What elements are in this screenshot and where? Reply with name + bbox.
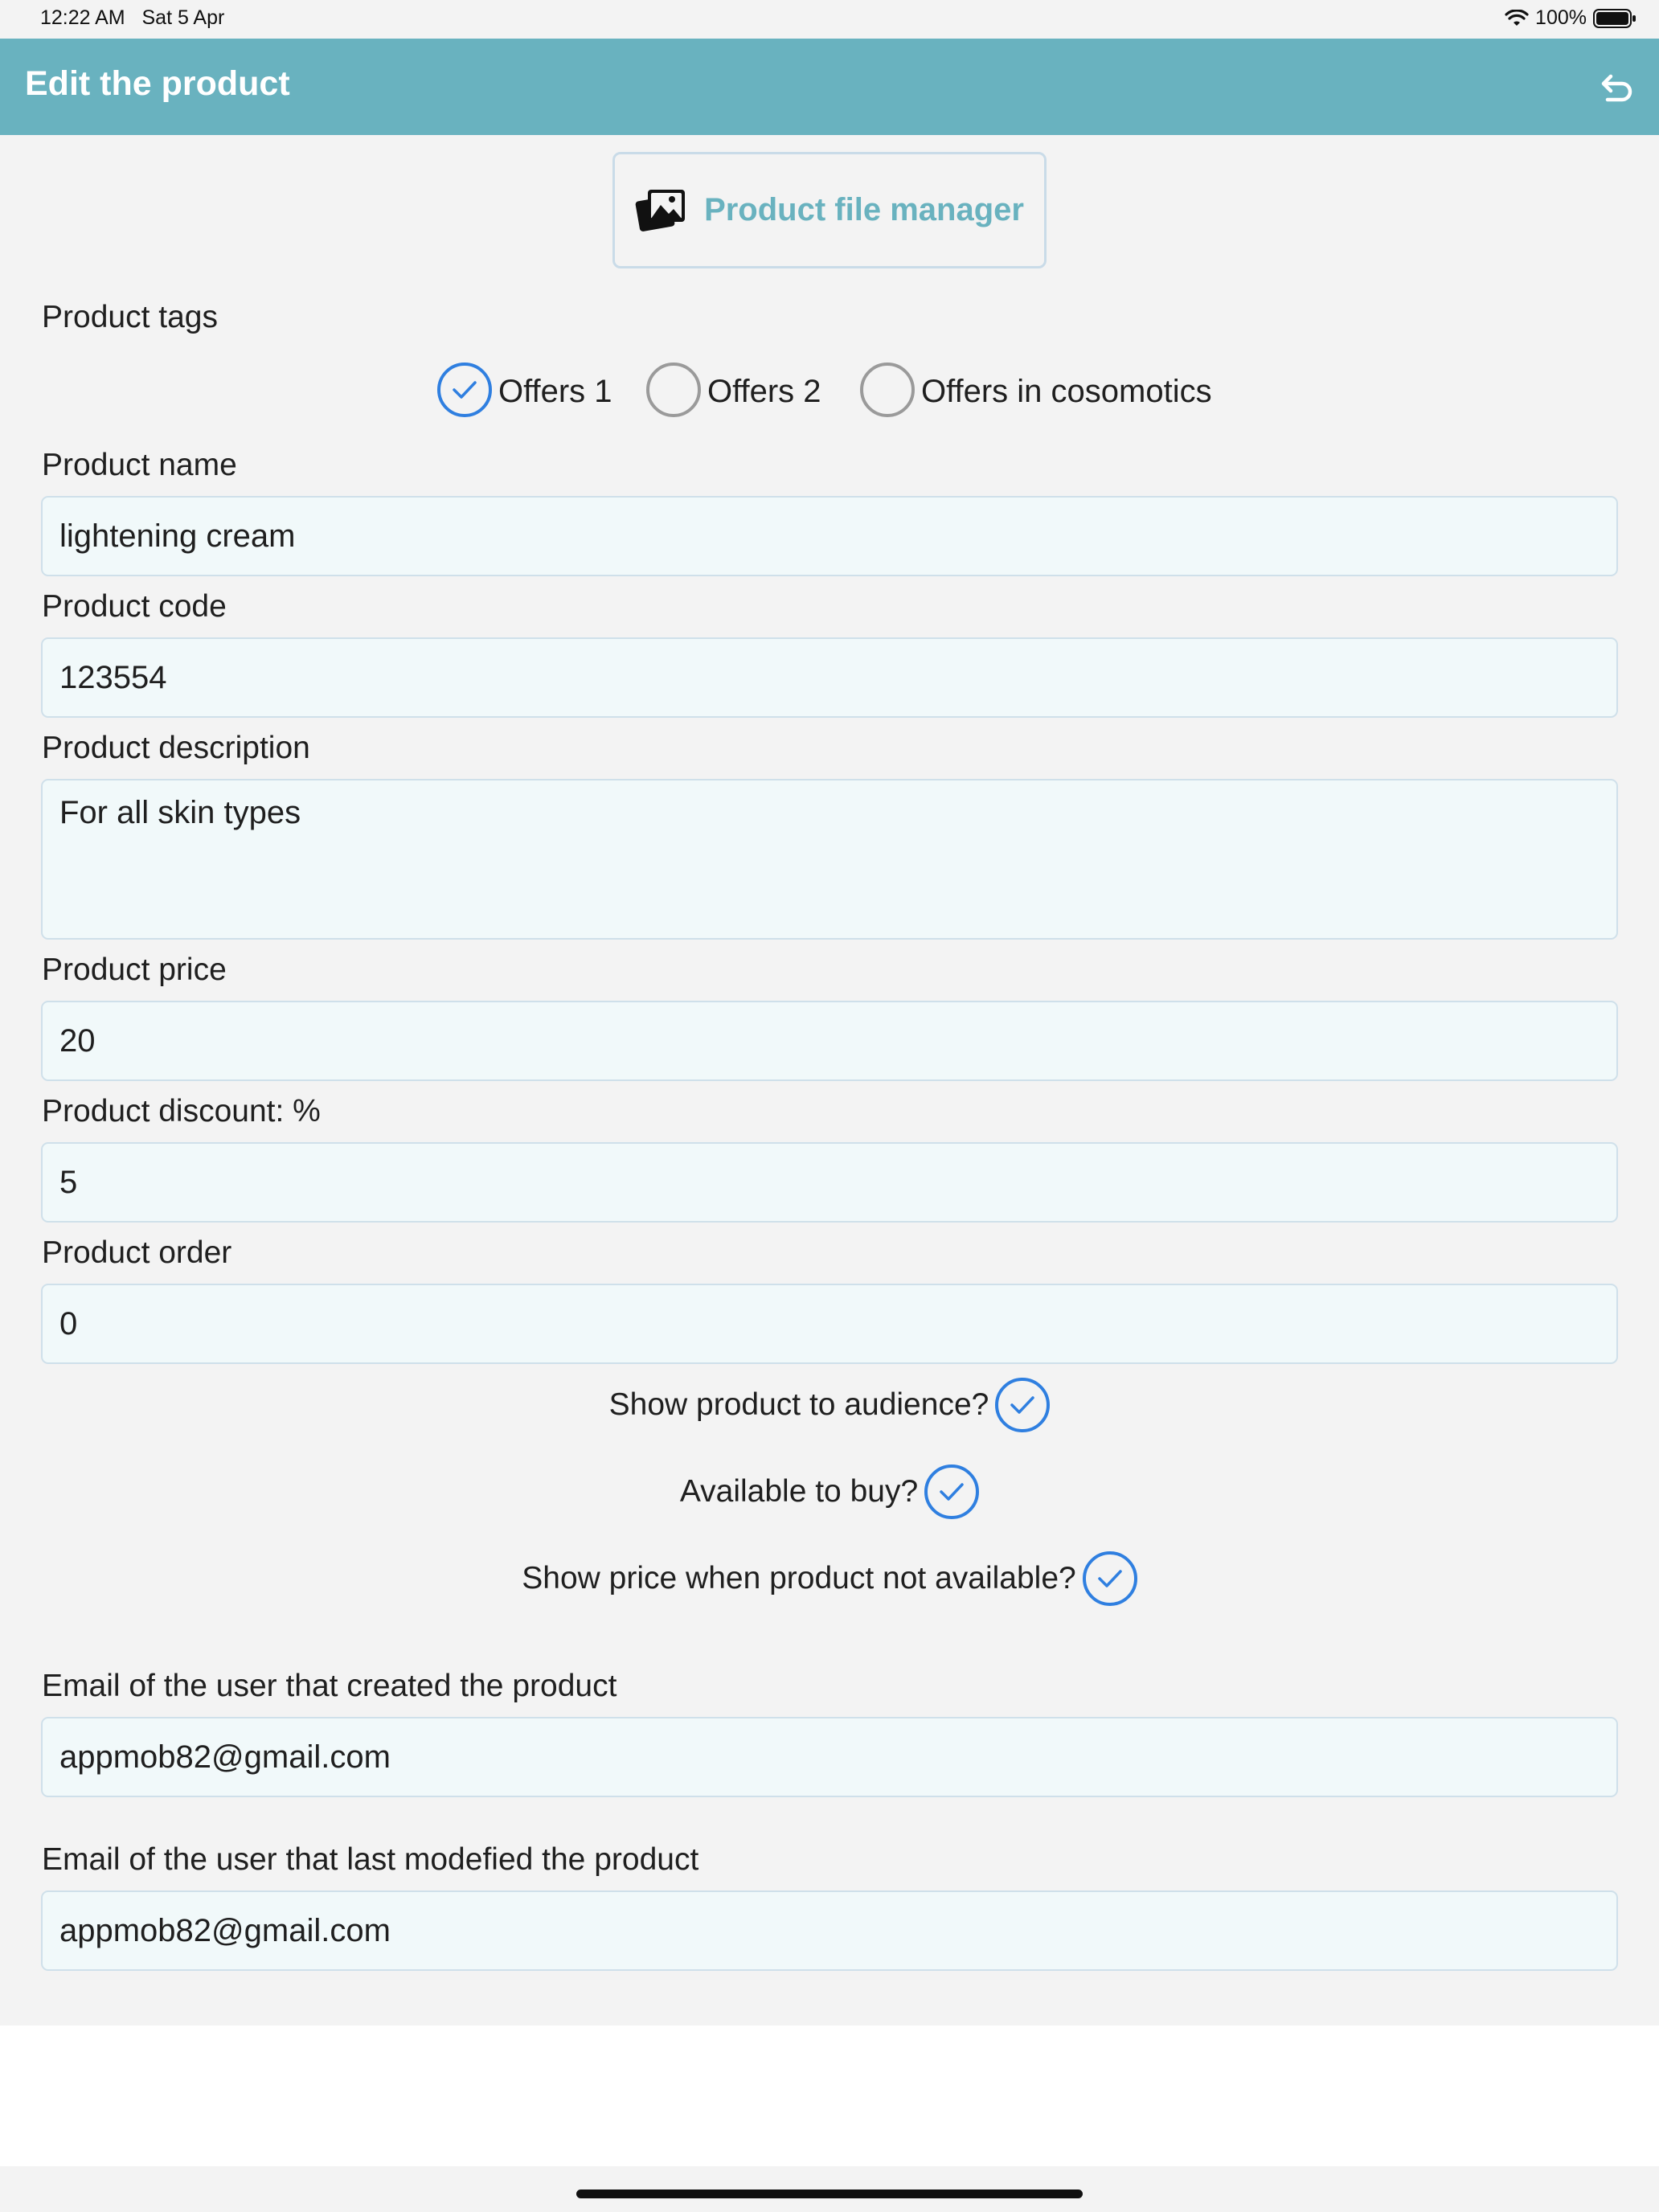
product-file-manager-button[interactable] <box>612 152 1047 268</box>
checkmark-icon <box>1009 1395 1036 1415</box>
show-price-unavailable-checkbox[interactable] <box>1083 1551 1137 1606</box>
show-price-unavailable-label: Show price when product not available? <box>522 1561 1076 1596</box>
show-to-audience-checkbox[interactable] <box>995 1378 1050 1432</box>
tag-checkbox-offers-in-cosomotics[interactable] <box>860 363 915 417</box>
undo-button[interactable] <box>1598 69 1638 109</box>
toggle-row-show-to-audience <box>0 1378 1659 1432</box>
product-description-label: Product description <box>42 731 310 765</box>
page-title: Edit the product <box>25 64 290 103</box>
images-icon <box>635 187 688 234</box>
product-description-textarea[interactable]: For all skin types <box>41 779 1618 940</box>
toggle-row-show-price-unavailable <box>0 1551 1659 1606</box>
product-order-label: Product order <box>42 1235 232 1270</box>
battery-percent: 100% <box>1535 6 1587 29</box>
created-by-label: Email of the user that created the product <box>42 1669 617 1703</box>
product-name-input[interactable]: lightening cream <box>41 496 1618 576</box>
product-tags-label: Product tags <box>42 300 218 334</box>
modified-by-input[interactable]: appmob82@gmail.com <box>41 1890 1618 1971</box>
product-code-input[interactable]: 123554 <box>41 637 1618 718</box>
checkmark-icon <box>451 379 478 400</box>
modified-by-label: Email of the user that last modefied the product <box>42 1842 699 1877</box>
available-to-buy-label: Available to buy? <box>679 1474 919 1509</box>
product-order-input[interactable]: 0 <box>41 1284 1618 1364</box>
checkmark-icon <box>1096 1568 1124 1589</box>
product-discount-input[interactable]: 5 <box>41 1142 1618 1223</box>
product-discount-label: Product discount: % <box>42 1094 321 1129</box>
undo-icon <box>1598 69 1638 109</box>
toggle-row-available-to-buy <box>0 1464 1659 1519</box>
tag-label-offers-in-cosomotics: Offers in cosomotics <box>921 374 1212 409</box>
tag-checkbox-offers-2[interactable] <box>646 363 701 417</box>
file-manager-label: Product file manager <box>704 192 1024 227</box>
home-indicator[interactable] <box>576 2189 1083 2198</box>
product-code-label: Product code <box>42 589 227 624</box>
product-price-input[interactable]: 20 <box>41 1001 1618 1081</box>
tag-label-offers-1: Offers 1 <box>498 374 612 409</box>
battery-icon <box>1593 8 1636 29</box>
show-to-audience-label: Show product to audience? <box>608 1387 989 1422</box>
tag-checkbox-offers-1[interactable] <box>437 363 492 417</box>
created-by-input[interactable]: appmob82@gmail.com <box>41 1717 1618 1797</box>
tag-label-offers-2: Offers 2 <box>707 374 821 409</box>
product-price-label: Product price <box>42 952 227 987</box>
bottom-panel <box>0 2026 1659 2166</box>
app-bar <box>0 39 1659 135</box>
status-bar <box>0 0 1659 39</box>
available-to-buy-checkbox[interactable] <box>924 1464 979 1519</box>
wifi-icon <box>1505 10 1529 27</box>
product-name-label: Product name <box>42 448 237 482</box>
status-time: 12:22 AM Sat 5 Apr <box>40 6 225 29</box>
status-indicators <box>1505 6 1636 30</box>
checkmark-icon <box>938 1481 965 1502</box>
